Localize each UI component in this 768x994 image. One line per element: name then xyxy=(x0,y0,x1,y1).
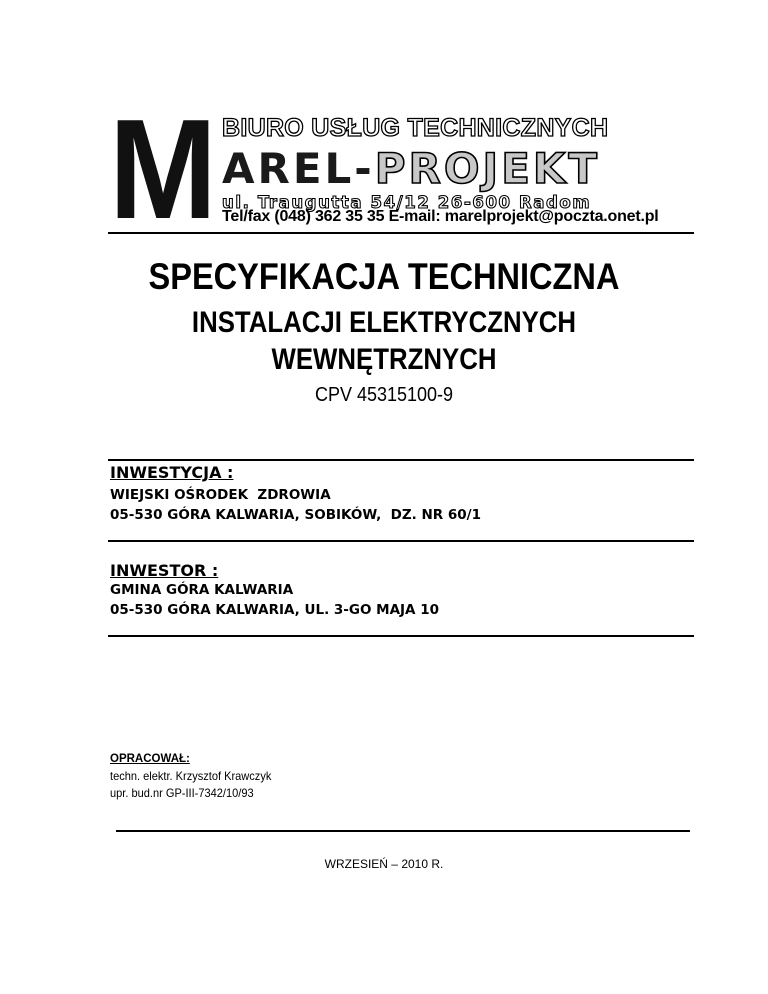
investment-heading: INWESTYCJA : xyxy=(110,463,234,482)
investment-name: WIEJSKI OŚRODEK ZDROWIA xyxy=(110,487,331,503)
company-office-name: BIURO USŁUG TECHNICZNYCH xyxy=(222,114,609,142)
company-address: ul. Traugutta 54/12 26-600 Radom xyxy=(222,193,592,212)
document-subtitle-line-2: WEWNĘTRZNYCH xyxy=(271,343,497,376)
investor-name: GMINA GÓRA KALWARIA xyxy=(110,582,294,598)
investor-address: 05-530 GÓRA KALWARIA, UL. 3-GO MAJA 10 xyxy=(110,602,439,618)
brand-name-dark-part: AREL- xyxy=(222,144,375,193)
investor-heading: INWESTOR : xyxy=(110,561,219,580)
document-date: WRZESIEŃ – 2010 R. xyxy=(324,857,444,871)
logo-letter: M xyxy=(109,114,217,224)
document-title: SPECYFIKACJA TECHNICZNA xyxy=(148,256,620,297)
author-license: upr. bud.nr GP-III-7342/10/93 xyxy=(110,786,254,800)
document-subtitle-line-1: INSTALACJI ELEKTRYCZNYCH xyxy=(191,306,577,339)
investment-address: 05-530 GÓRA KALWARIA, SOBIKÓW, DZ. NR 60/1 xyxy=(110,507,481,523)
company-brand-name xyxy=(222,146,600,192)
investor-top-divider xyxy=(108,540,694,542)
company-logo xyxy=(108,114,218,224)
letterhead-divider xyxy=(108,232,694,234)
cpv-code: CPV 45315100-9 xyxy=(314,384,454,406)
author-name: techn. elektr. Krzysztof Krawczyk xyxy=(110,769,272,783)
company-contact: Tel/fax (048) 362 35 35 E-mail: marelprojekt@poczta.onet.pl xyxy=(222,208,659,225)
investor-bottom-divider xyxy=(108,635,694,637)
investment-top-divider xyxy=(108,459,694,461)
author-heading: OPRACOWAŁ: xyxy=(110,753,190,765)
signature-line xyxy=(116,830,690,832)
brand-name-outline-part: PROJEKT xyxy=(374,144,601,193)
